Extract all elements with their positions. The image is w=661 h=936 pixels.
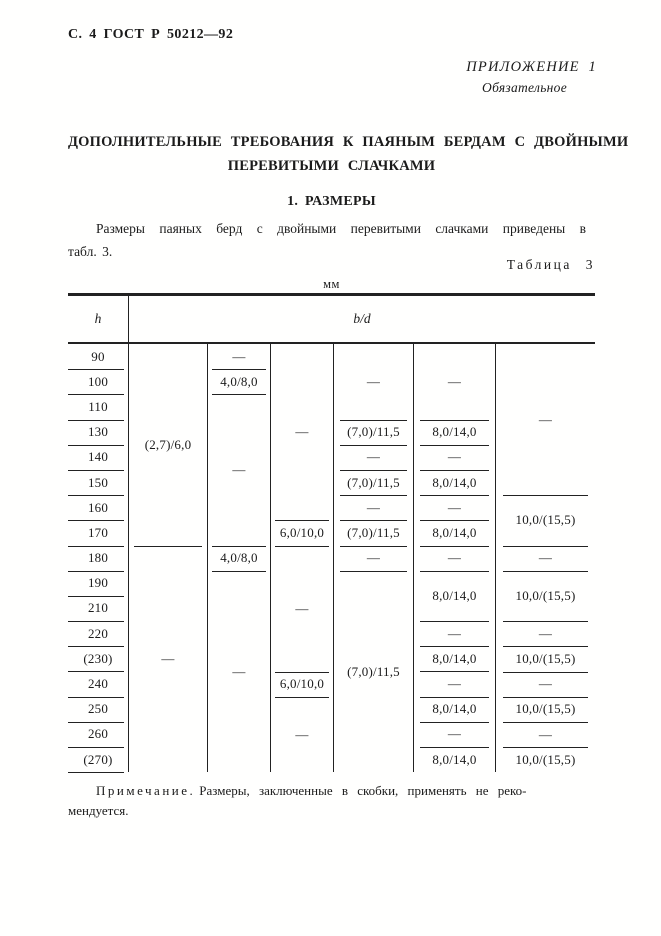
bd-value-cell: — xyxy=(414,445,495,470)
bd-value-cell: 6,0/10,0 xyxy=(271,672,333,697)
footnote-label: Примечание. xyxy=(96,783,196,798)
bd-value-cell: 8,0/14,0 xyxy=(414,520,495,545)
footnote-line1 xyxy=(68,781,597,801)
bd-value-cell: (7,0)/11,5 xyxy=(347,663,400,679)
bd-value-cell: 8,0/14,0 xyxy=(432,751,477,767)
bd-value-cell: — xyxy=(334,495,413,520)
h-value-cell: 250 xyxy=(68,697,128,722)
bd-value-cell: (7,0)/11,5 xyxy=(334,470,413,495)
bd-value-cell: — xyxy=(496,344,595,495)
bd-column-1 xyxy=(128,344,207,772)
bd-value-cell: (2,7)/6,0 xyxy=(129,344,207,546)
bd-value-cell: — xyxy=(496,546,595,571)
bd-column-2 xyxy=(207,344,270,772)
table-body xyxy=(68,344,595,772)
h-value-cell: 210 xyxy=(68,596,128,621)
h-value-cell: 180 xyxy=(68,546,128,571)
h-value-cell: 90 xyxy=(68,344,128,369)
bd-value-cell: — xyxy=(334,344,413,420)
table-caption: Таблица 3 xyxy=(506,257,595,272)
bd-value-cell: — xyxy=(161,650,175,666)
bd-value-cell: 8,0/14,0 xyxy=(414,697,495,722)
bd-column-5 xyxy=(413,344,495,772)
appendix-block xyxy=(68,59,597,96)
bd-value-cell: — xyxy=(271,546,333,672)
h-column xyxy=(68,344,128,772)
bd-value-cell: — xyxy=(208,344,270,369)
footnote-text2: мендуется. xyxy=(68,803,129,818)
bd-value-cell: — xyxy=(496,722,595,747)
footnote-text1: Размеры, заключенные в скобки, применять не реко- xyxy=(199,783,527,798)
h-value-cell: 150 xyxy=(68,470,128,495)
appendix-title: ПРИЛОЖЕНИЕ 1 xyxy=(466,59,597,75)
column-header-h: h xyxy=(94,311,102,326)
bd-value-cell: — xyxy=(414,722,495,747)
bd-column-4 xyxy=(333,344,413,772)
bd-value-cell: — xyxy=(414,621,495,646)
intro-line1: Размеры паяных берд с двойными перевитыми слачками приведены в xyxy=(96,221,586,236)
footnote xyxy=(68,781,597,821)
section-title: 1. РАЗМЕРЫ xyxy=(287,194,376,209)
bd-value-cell: — xyxy=(414,671,495,696)
h-value-cell: 110 xyxy=(68,394,128,419)
h-value-cell: (230) xyxy=(68,646,128,671)
bd-column-3 xyxy=(270,344,333,772)
dimensions-table xyxy=(68,293,595,772)
h-value-cell: 220 xyxy=(68,621,128,646)
bd-value-cell: 8,0/14,0 xyxy=(414,420,495,445)
bd-value-cell: 10,0/(15,5) xyxy=(496,571,595,621)
h-value-cell: 140 xyxy=(68,445,128,470)
bd-value-cell: — xyxy=(208,394,270,545)
bd-value-cell: — xyxy=(496,672,595,697)
h-value-cell: (270) xyxy=(68,747,128,772)
h-value-cell: 100 xyxy=(68,369,128,394)
h-value-cell: 170 xyxy=(68,520,128,545)
bd-value-cell: 4,0/8,0 xyxy=(208,546,270,571)
bd-value-cell: 8,0/14,0 xyxy=(414,470,495,495)
bd-value-cell: 4,0/8,0 xyxy=(208,369,270,394)
table-header-row xyxy=(68,293,595,344)
bd-value-cell: (7,0)/11,5 xyxy=(334,520,413,545)
bd-value-cell: 10,0/(15,5) xyxy=(496,697,595,722)
bd-value-cell: — xyxy=(334,445,413,470)
bd-value-cell: — xyxy=(271,344,333,520)
appendix-subtitle: Обязательное xyxy=(482,80,567,95)
document-title xyxy=(68,131,629,178)
table-unit-label: мм xyxy=(323,277,340,291)
h-value-cell: 190 xyxy=(68,571,128,596)
document-title-line1: ДОПОЛНИТЕЛЬНЫЕ ТРЕБОВАНИЯ К ПАЯНЫМ БЕРДАМ С ДВОЙНЫМИ xyxy=(68,134,629,150)
bd-value-cell: 6,0/10,0 xyxy=(271,520,333,545)
bd-value-cell: — xyxy=(496,621,595,646)
bd-value-cell: — xyxy=(414,546,495,571)
h-value-cell: 130 xyxy=(68,420,128,445)
bd-value-cell: — xyxy=(295,726,309,742)
bd-value-cell: 10,0/(15,5) xyxy=(515,751,576,767)
bd-value-cell: 10,0/(15,5) xyxy=(496,646,595,671)
h-value-cell: 260 xyxy=(68,722,128,747)
page-header: С. 4 ГОСТ Р 50212—92 xyxy=(68,27,234,42)
column-header-bd: b/d xyxy=(128,296,595,342)
bd-value-cell: — xyxy=(232,663,246,679)
bd-value-cell: — xyxy=(334,546,413,571)
bd-value-cell: (7,0)/11,5 xyxy=(334,420,413,445)
bd-value-cell: — xyxy=(414,495,495,520)
bd-value-cell: — xyxy=(414,344,495,420)
h-value-cell: 160 xyxy=(68,495,128,520)
bd-value-cell: 8,0/14,0 xyxy=(414,571,495,621)
bd-value-cell: 8,0/14,0 xyxy=(414,646,495,671)
bd-value-cell: 10,0/(15,5) xyxy=(496,495,595,545)
document-title-line2: ПЕРЕВИТЫМИ СЛАЧКАМИ xyxy=(227,157,436,174)
bd-column-6 xyxy=(495,344,595,772)
h-value-cell: 240 xyxy=(68,671,128,696)
intro-line2: табл. 3. xyxy=(68,244,113,259)
